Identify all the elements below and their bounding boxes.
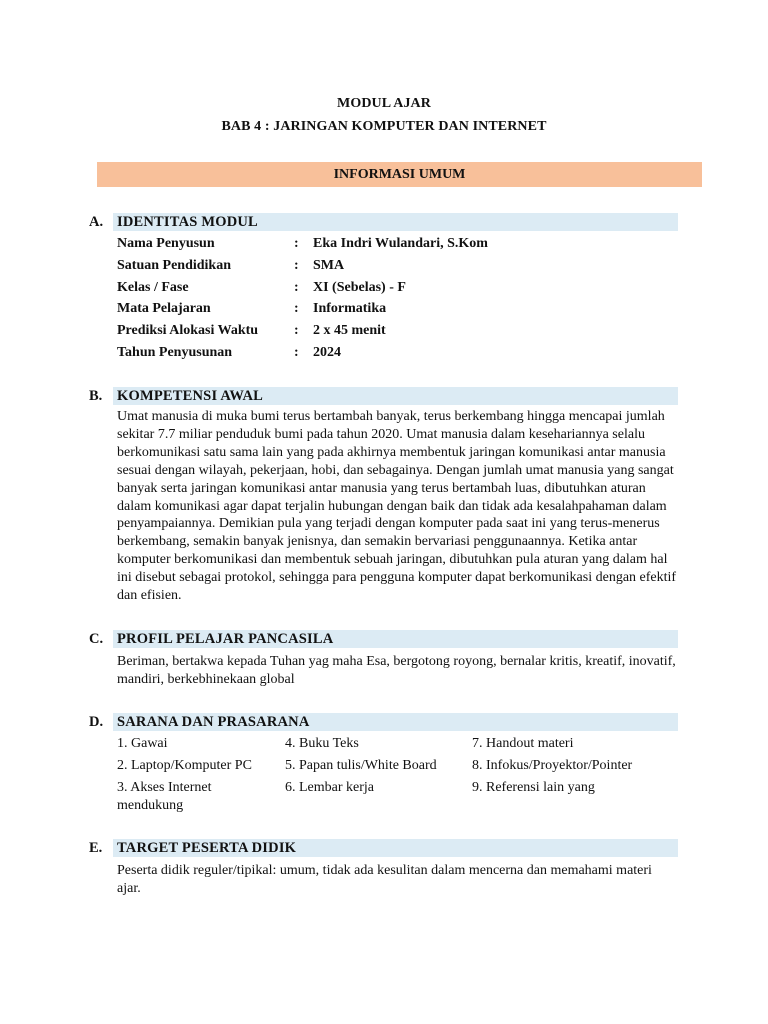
section-title: PROFIL PELAJAR PANCASILA (117, 631, 334, 647)
identity-label: Kelas / Fase (117, 280, 189, 295)
identity-colon: : (294, 323, 299, 338)
identity-value: 2 x 45 menit (313, 323, 386, 338)
section-e-heading (89, 839, 678, 857)
identity-colon: : (294, 301, 299, 316)
section-letter: B. (89, 388, 103, 404)
target-students-text: Peserta didik reguler/tipikal: umum, tidak ada kesulitan dalam mencerna dan memahami materi ajar. (117, 863, 652, 896)
chapter-title: BAB 4 : JARINGAN KOMPUTER DAN INTERNET (221, 119, 547, 134)
section-c-heading (89, 630, 678, 648)
section-letter: E. (89, 840, 103, 856)
section-letter: C. (89, 631, 104, 647)
section-title: TARGET PESERTA DIDIK (117, 840, 297, 856)
module-title: MODUL AJAR (337, 96, 431, 111)
identity-label: Satuan Pendidikan (117, 258, 231, 273)
banner-text: INFORMASI UMUM (333, 166, 466, 182)
facility-item: 2. Laptop/Komputer PC (117, 758, 252, 773)
section-b-heading (89, 387, 678, 405)
identity-colon: : (294, 258, 299, 273)
general-info-banner (97, 162, 702, 187)
initial-competence-text: Umat manusia di muka bumi terus bertambah banyak, terus berkembang hingga mencapai jumlah sekitar 7.7 miliar penduduk bumi pada tahun 2020. Umat manusia dalam kesehariannya selalu berkomunikasi satu sama lain yang pada akhirnya membentuk jaringan komunikasi antar manusia sesuai dengan wilayah, pekerjaan, hobi, dan sebagainya. Dengan jumlah umat manusia yang sangat banyak serta jaringan komunikasi antar manusia yang terus bertambah luas, dibutuhkan aturan dalam komunikasi agar dapat terjalin hubungan dengan baik dan tidak ada kesalahpahaman dalam penyampaiannya. Demikian pula yang terjadi dengan komputer pada saat ini yang terus-menerus berkembang, semakin banyak jenisnya, dan semakin bervariasi penggunaannya. Ketika antar komputer berkomunikasi dan membentuk sebuah jaringan, dibutuhkan pula aturan yang dalam hal ini disebut sebagai protokol, sehingga para pengguna komputer dapat berkomunikasi dengan efektif dan efisien. (117, 409, 677, 604)
facility-item: 7. Handout materi (472, 736, 574, 751)
identity-colon: : (294, 236, 299, 251)
facility-item: 3. Akses Internet mendukung (117, 780, 212, 813)
section-title: KOMPETENSI AWAL (117, 388, 264, 404)
facility-item: 6. Lembar kerja (285, 780, 375, 795)
section-title: IDENTITAS MODUL (117, 214, 258, 230)
identity-label: Tahun Penyusunan (117, 345, 233, 360)
facility-item: 5. Papan tulis/White Board (285, 758, 437, 773)
identity-value: Informatika (313, 301, 387, 316)
identity-colon: : (294, 280, 299, 295)
facility-item: 9. Referensi lain yang (472, 780, 595, 795)
identity-value: Eka Indri Wulandari, S.Kom (313, 236, 488, 251)
identity-value: SMA (313, 258, 345, 273)
section-a-heading (89, 213, 678, 231)
facility-item: 8. Infokus/Proyektor/Pointer (472, 758, 633, 773)
identity-colon: : (294, 345, 299, 360)
identity-label: Mata Pelajaran (117, 301, 211, 316)
pancasila-profile-text: Beriman, bertakwa kepada Tuhan yag maha Esa, bergotong royong, bernalar kritis, kreatif, inovatif, mandiri, berkebhinekaan global (117, 654, 676, 687)
section-title: SARANA DAN PRASARANA (117, 714, 310, 730)
identity-label: Nama Penyusun (117, 236, 215, 251)
identity-value: 2024 (313, 345, 341, 360)
identity-label: Prediksi Alokasi Waktu (117, 323, 259, 338)
facility-item: 1. Gawai (117, 736, 168, 751)
section-letter: D. (89, 714, 104, 730)
section-d-heading (89, 713, 678, 731)
section-letter: A. (89, 214, 104, 230)
facility-item: 4. Buku Teks (285, 736, 359, 751)
identity-value: XI (Sebelas) - F (313, 280, 406, 295)
